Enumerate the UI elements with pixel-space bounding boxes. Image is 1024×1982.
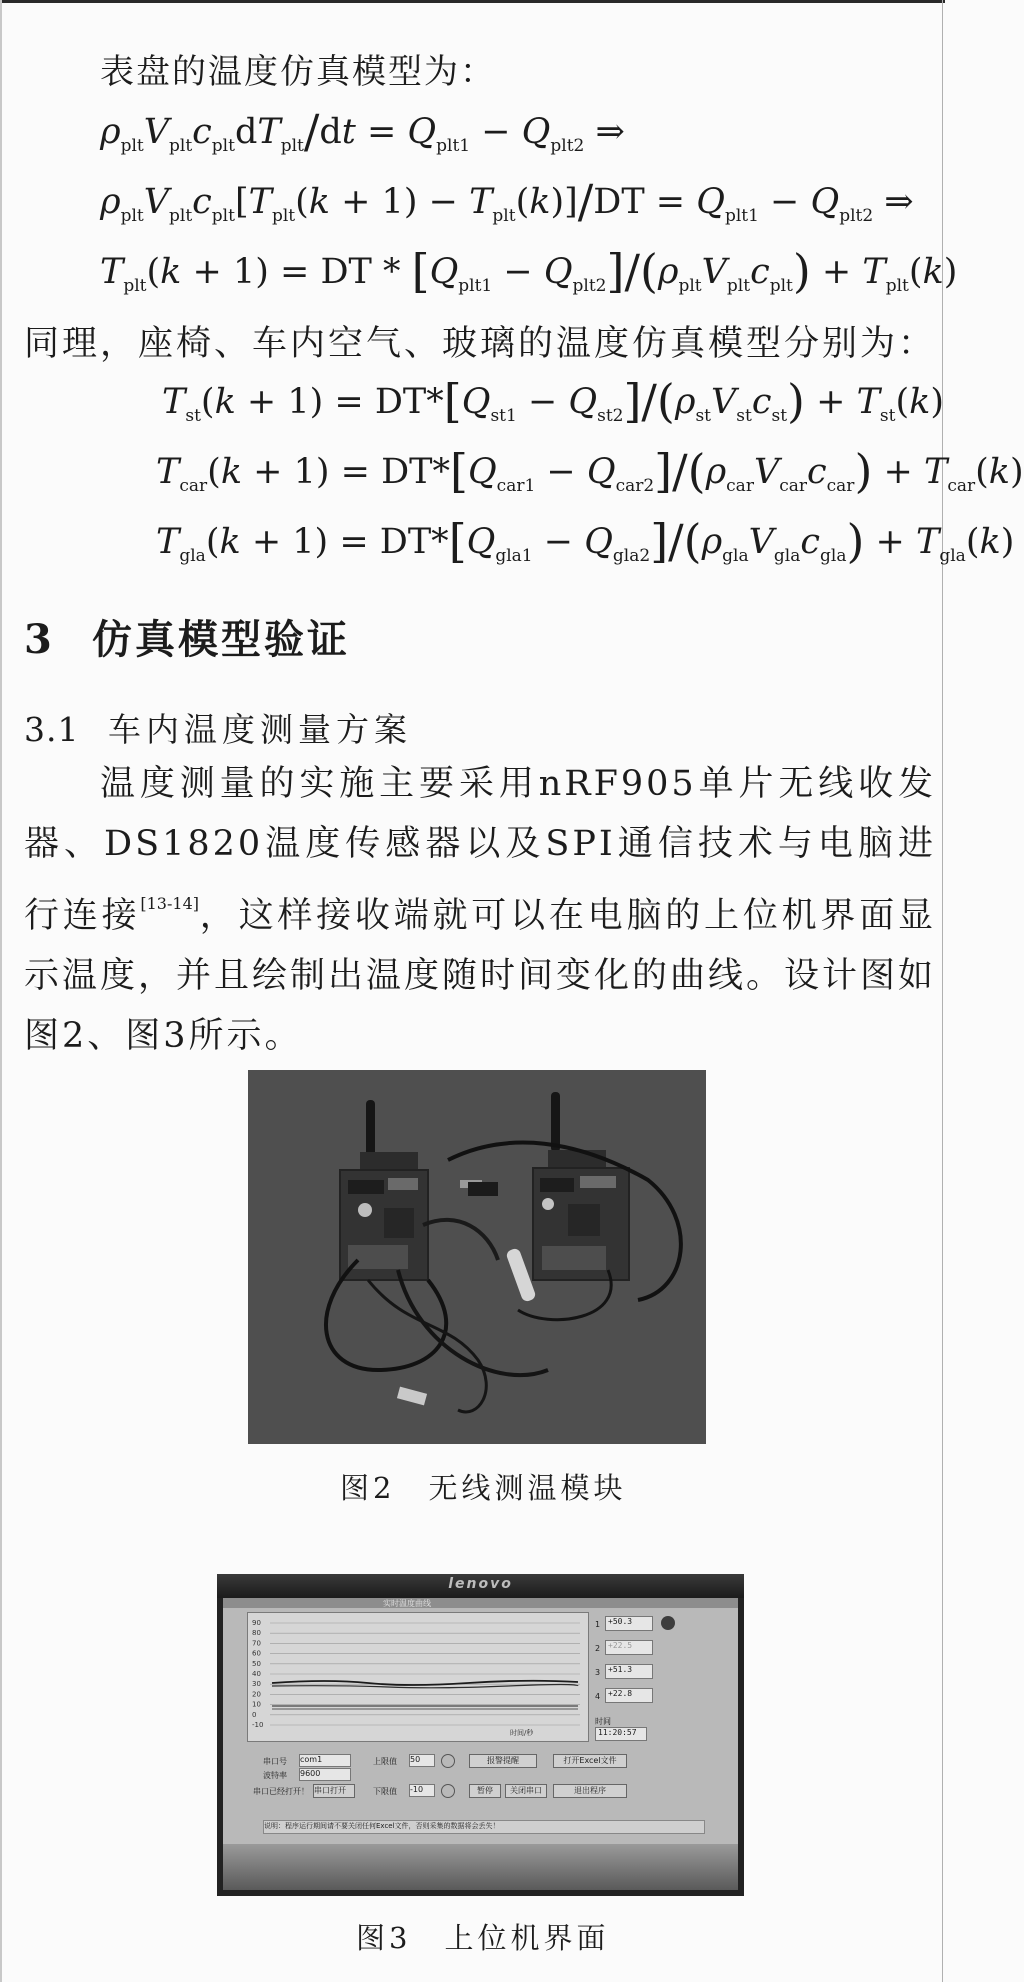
figure3-caption: 图3 上位机界面: [356, 1921, 610, 1955]
control-panel: [253, 1750, 723, 1810]
equation-2: $\rho_{plt}V_{plt}c_{plt}[T_{plt}(k + 1) - T_{plt}(k)]/DT = Q_{plt1} - Q_{plt2}$ ⇒: [100, 174, 914, 228]
y-tick-label: 0: [252, 1710, 257, 1719]
channel-row: [595, 1664, 681, 1688]
baud-label: 波特率: [263, 1771, 287, 1780]
lower-limit-input[interactable]: -10: [409, 1784, 435, 1797]
channel-readouts: [595, 1616, 681, 1741]
temperature-chart-panel: [247, 1612, 589, 1742]
channel-value: +22.5: [605, 1640, 653, 1655]
window-titlebar: [223, 1598, 738, 1608]
upper-limit-label: 上限值: [373, 1757, 397, 1766]
subsection-title: 车内温度测量方案: [108, 710, 412, 749]
channel-value: +22.8: [605, 1688, 653, 1703]
section-title: 仿真模型验证: [92, 617, 350, 663]
citation-ref: [13-14]: [140, 894, 199, 913]
temperature-chart: [248, 1613, 588, 1741]
body-paragraph: [24, 754, 936, 1066]
alarm-lamp-icon: [661, 1616, 675, 1630]
y-tick-label: 10: [252, 1700, 261, 1709]
y-tick-label: 70: [252, 1639, 261, 1648]
channel-number: 1: [595, 1620, 601, 1629]
time-value: 11:20:57: [595, 1727, 647, 1741]
y-tick-label: 80: [252, 1629, 261, 1638]
equation-4: $T_{st}(k + 1) = DT*[Q_{st1} - Q_{st2}]/(\rho_{st}V_{st}c_{st}) + T_{st}(k)$: [162, 374, 945, 428]
time-label: 时间: [595, 1717, 611, 1726]
usage-note: 说明：程序运行期间请不要关闭任何Excel文件，否则采集的数据将会丢失！: [263, 1820, 705, 1834]
exit-button[interactable]: 退出程序: [553, 1784, 627, 1798]
y-tick-label: 40: [252, 1670, 261, 1678]
y-tick-label: 30: [252, 1680, 261, 1689]
open-excel-button[interactable]: 打开Excel文件: [553, 1754, 627, 1768]
close-port-button[interactable]: 关闭串口: [505, 1784, 547, 1798]
upper-alarm-icon: [441, 1754, 455, 1768]
body-text-part2: ，这样接收端就可以在电脑的上位机界面显示温度，并且绘制出温度随时间变化的曲线。设计图如图2、图3所示。: [24, 896, 937, 1056]
upper-limit-input[interactable]: 50: [409, 1754, 435, 1767]
monitor-brand-label: lenovo: [448, 1576, 513, 1592]
desktop-background: [223, 1844, 738, 1890]
wireless-module-photo: [248, 1070, 706, 1444]
equation-5: $T_{car}(k + 1) = DT*[Q_{car1} - Q_{car2}]/(\rho_{car}V_{car}c_{car}) + T_{car}(k)$: [156, 444, 1024, 498]
app-window: [223, 1598, 738, 1890]
y-tick-label: 90: [252, 1619, 261, 1627]
channel-row: [595, 1640, 681, 1664]
page-top-rule: [0, 0, 945, 3]
y-tick-label: -10: [252, 1721, 264, 1729]
alarm-button[interactable]: 报警提醒: [469, 1754, 537, 1768]
section-heading: [24, 608, 350, 665]
x-axis-label: 时间/秒: [510, 1729, 534, 1737]
equation-3: $T_{plt}(k + 1)$ = DT * $[Q_{plt1} - Q_{plt2}]/(\rho_{plt}V_{plt}c_{plt}) + T_{plt}(k)$: [100, 244, 958, 298]
channel-number: 3: [595, 1668, 601, 1677]
same-line: 同理，座椅、车内空气、玻璃的温度仿真模型分别为：: [24, 324, 937, 364]
figure3-photo: [217, 1574, 744, 1896]
window-title: 实时温度曲线: [383, 1599, 431, 1608]
y-tick-label: 60: [252, 1649, 261, 1658]
y-tick-label: 20: [252, 1690, 261, 1699]
channel-value: +51.3: [605, 1664, 653, 1679]
figure2-caption: 图2 无线测温模块: [340, 1471, 627, 1505]
channel-row: [595, 1616, 681, 1640]
port-label: 串口号: [263, 1757, 287, 1766]
figure2-photo: [248, 1070, 706, 1444]
subsection-number: 3.1: [24, 710, 80, 749]
channel-row: [595, 1688, 681, 1712]
intro-line: 表盘的温度仿真模型为：: [100, 52, 496, 92]
body-text-part1: 温度测量的实施主要采用nRF905单片无线收发器、DS1820温度传感器以及SPI通信技术与电脑进行连接: [24, 764, 936, 936]
equation-6: $T_{gla}(k + 1) = DT*[Q_{gla1} - Q_{gla2}]/(\rho_{gla}V_{gla}c_{gla}) + T_{gla}(k)$: [156, 514, 1015, 568]
equation-1: $\rho_{plt}V_{plt}c_{plt}dT_{plt}/dt = Q_{plt1} - Q_{plt2}$ ⇒: [100, 104, 625, 158]
baud-select[interactable]: 9600: [299, 1768, 351, 1781]
channel-value: +50.3: [605, 1616, 653, 1631]
page-left-edge: [0, 0, 2, 1982]
monitor-bezel: [217, 1574, 744, 1598]
subsection-heading: [24, 704, 412, 751]
y-tick-label: 50: [252, 1659, 261, 1668]
section-number: 3: [24, 616, 55, 663]
pause-button[interactable]: 暂停: [469, 1784, 501, 1798]
port-select[interactable]: com1: [299, 1754, 351, 1767]
open-port-button[interactable]: 串口打开: [313, 1784, 355, 1798]
lower-alarm-icon: [441, 1784, 455, 1798]
port-status: 串口已经打开！: [253, 1787, 309, 1796]
lower-limit-label: 下限值: [373, 1787, 397, 1796]
channel-number: 2: [595, 1644, 601, 1653]
channel-number: 4: [595, 1692, 601, 1701]
